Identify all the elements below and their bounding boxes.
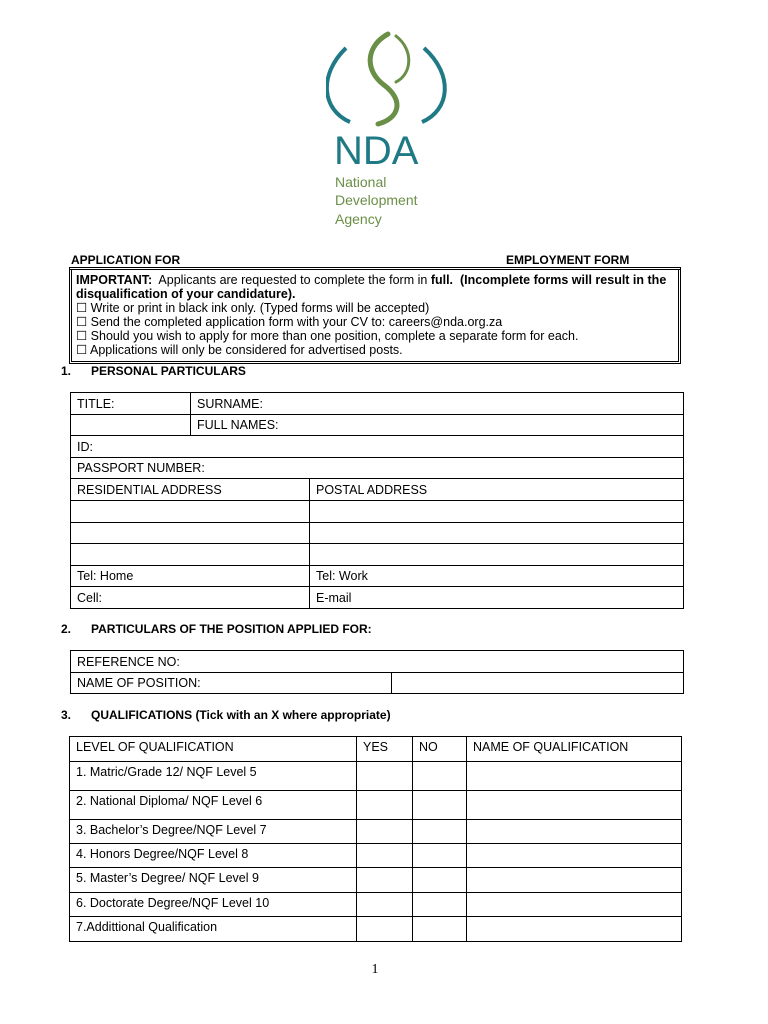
passport-field[interactable]: PASSPORT NUMBER: — [71, 458, 684, 479]
residential-address-line[interactable] — [71, 501, 310, 523]
qualifications-table — [69, 736, 682, 942]
qual-row-label: 6. Doctorate Degree/NQF Level 10 — [70, 893, 357, 917]
tel-home-field[interactable]: Tel: Home — [71, 566, 310, 587]
qual-no-cell[interactable] — [413, 762, 467, 791]
important-bullet: ☐ Should you wish to apply for more than one position, complete a separate form for each. — [76, 329, 579, 343]
qual-row-label: 2. National Diploma/ NQF Level 6 — [70, 791, 357, 820]
residential-address-label: RESIDENTIAL ADDRESS — [71, 479, 310, 501]
qual-name-cell[interactable] — [467, 868, 682, 893]
residential-address-line[interactable] — [71, 544, 310, 566]
id-field[interactable]: ID: — [71, 436, 684, 458]
qual-yes-cell[interactable] — [357, 868, 413, 893]
qual-row-label: 4. Honors Degree/NQF Level 8 — [70, 844, 357, 868]
important-label: IMPORTANT: — [76, 273, 153, 287]
qual-yes-cell[interactable] — [357, 917, 413, 942]
qual-row-label: 5. Master’s Degree/ NQF Level 9 — [70, 868, 357, 893]
section-2-number: 2. — [61, 622, 72, 636]
position-name-field[interactable]: NAME OF POSITION: — [71, 673, 392, 694]
qual-header-yes: YES — [357, 737, 413, 762]
qual-yes-cell[interactable] — [357, 820, 413, 844]
important-bullet: ☐ Write or print in black ink only. (Typed forms will be accepted) — [76, 301, 430, 315]
section-3-title: QUALIFICATIONS (Tick with an X where appropriate) — [91, 708, 391, 722]
qual-no-cell[interactable] — [413, 820, 467, 844]
section-3-heading — [61, 708, 391, 722]
important-intro — [76, 273, 674, 301]
qual-header-name: NAME OF QUALIFICATION — [467, 737, 682, 762]
qual-name-cell[interactable] — [467, 844, 682, 868]
important-warning: (Incomplete forms will result in the disqualification of your candidature). — [76, 273, 667, 301]
qual-name-cell[interactable] — [467, 917, 682, 942]
section-3-number: 3. — [61, 708, 72, 722]
qual-row-label: 7.Addittional Qualification — [70, 917, 357, 942]
important-intro-text: Applicants are requested to complete the form in — [158, 273, 428, 287]
cell-field[interactable]: Cell: — [71, 587, 310, 609]
qual-yes-cell[interactable] — [357, 844, 413, 868]
title-field[interactable]: TITLE: — [71, 393, 191, 415]
tel-work-field[interactable]: Tel: Work — [310, 566, 684, 587]
form-title-left: APPLICATION FOR — [71, 253, 181, 267]
qual-row-label: 3. Bachelor’s Degree/NQF Level 7 — [70, 820, 357, 844]
qual-yes-cell[interactable] — [357, 791, 413, 820]
logo-line-1: National — [335, 174, 387, 190]
qual-name-cell[interactable] — [467, 820, 682, 844]
qual-no-cell[interactable] — [413, 917, 467, 942]
section-1-number: 1. — [61, 364, 72, 378]
section-1-heading — [61, 364, 246, 378]
important-full: full. — [430, 273, 454, 287]
postal-address-line[interactable] — [310, 544, 684, 566]
personal-particulars-table — [70, 392, 684, 609]
postal-address-label: POSTAL ADDRESS — [310, 479, 684, 501]
qual-header-no: NO — [413, 737, 467, 762]
qual-no-cell[interactable] — [413, 791, 467, 820]
logo-abbrev: NDA — [334, 129, 419, 173]
qual-name-cell[interactable] — [467, 762, 682, 791]
postal-address-line[interactable] — [310, 523, 684, 544]
qual-no-cell[interactable] — [413, 868, 467, 893]
email-field[interactable]: E-mail — [310, 587, 684, 609]
section-1-title: PERSONAL PARTICULARS — [91, 364, 246, 378]
page-number: 1 — [371, 962, 379, 977]
qual-header-level: LEVEL OF QUALIFICATION — [70, 737, 357, 762]
section-2-heading — [61, 622, 372, 636]
logo-line-2: Development — [335, 192, 418, 208]
qual-name-cell[interactable] — [467, 893, 682, 917]
nda-logo — [326, 30, 456, 230]
surname-field[interactable]: SURNAME: — [191, 393, 684, 415]
qual-row-label: 1. Matric/Grade 12/ NQF Level 5 — [70, 762, 357, 791]
position-table — [70, 650, 684, 694]
qual-yes-cell[interactable] — [357, 762, 413, 791]
full-names-field[interactable]: FULL NAMES: — [191, 415, 684, 436]
important-bullet: ☐ Applications will only be considered for advertised posts. — [76, 343, 403, 357]
qual-no-cell[interactable] — [413, 893, 467, 917]
title-field-blank[interactable] — [71, 415, 191, 436]
postal-address-line[interactable] — [310, 501, 684, 523]
form-title-right: EMPLOYMENT FORM — [506, 253, 630, 267]
residential-address-line[interactable] — [71, 523, 310, 544]
important-bullet: ☐ Send the completed application form with your CV to: careers@nda.org.za — [76, 315, 503, 329]
position-name-value[interactable] — [392, 673, 684, 694]
qual-no-cell[interactable] — [413, 844, 467, 868]
logo-line-3: Agency — [335, 211, 382, 227]
qual-yes-cell[interactable] — [357, 893, 413, 917]
important-notice — [69, 267, 681, 364]
qual-name-cell[interactable] — [467, 791, 682, 820]
reference-no-field[interactable]: REFERENCE NO: — [71, 651, 684, 673]
section-2-title: PARTICULARS OF THE POSITION APPLIED FOR: — [91, 622, 372, 636]
